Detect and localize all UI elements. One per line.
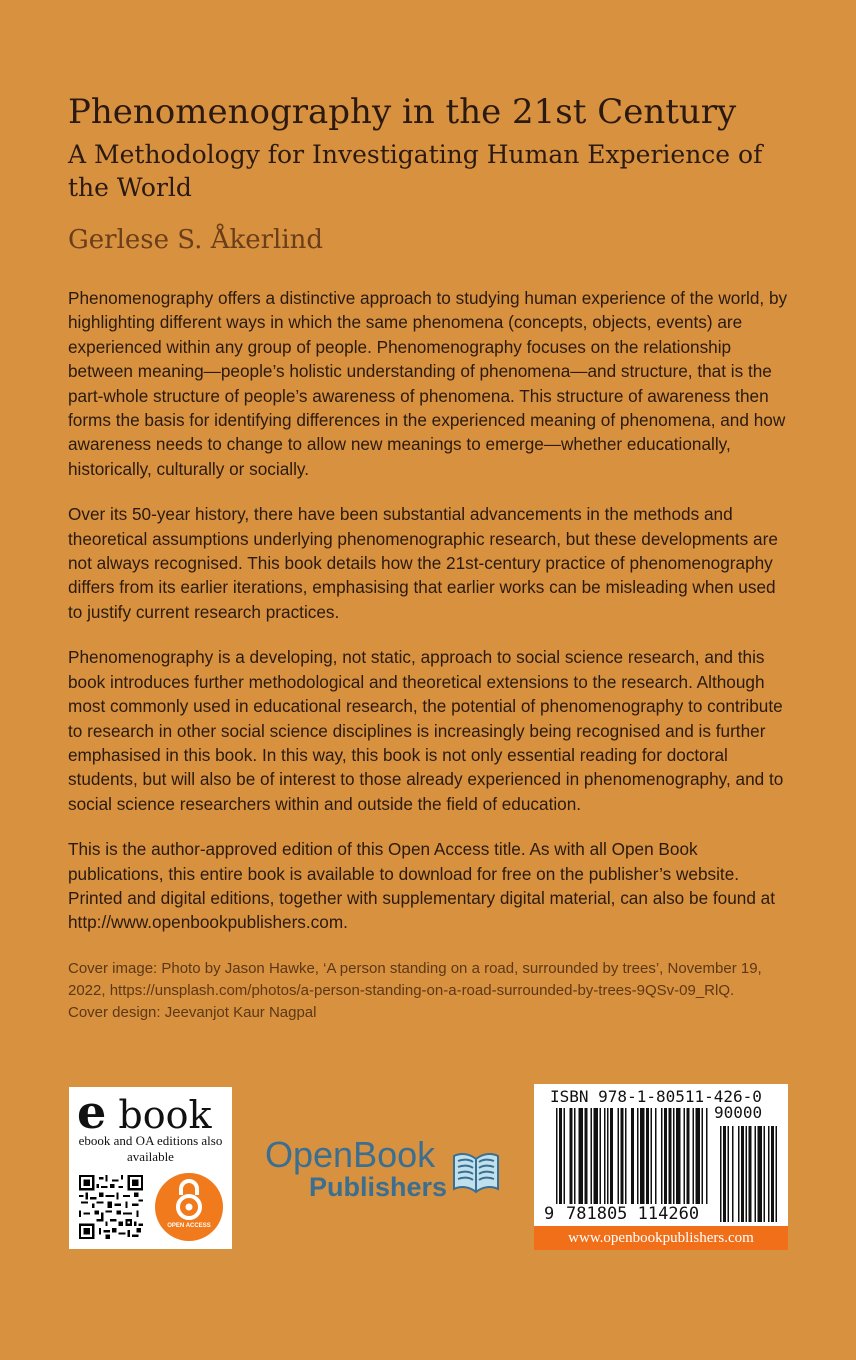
barcode-addon: 90000 — [714, 1103, 763, 1122]
book-subtitle: A Methodology for Investigating Human Experience of the World — [68, 140, 763, 202]
publisher-logo — [265, 1135, 510, 1205]
cover-image-credit: Cover image: Photo by Jason Hawke, ‘A person standing on a road, surrounded by trees’, November 19, 2022, https://unsplash.com/photos/a-person-standing-on-a-road-surrounded-by-trees-9QSv-09_RlQ. — [68, 960, 762, 999]
publisher-open: Open — [265, 1134, 354, 1175]
blurb — [68, 286, 790, 956]
barcode-digits: 781805 114260 — [566, 1204, 700, 1224]
open-access-lock-icon — [155, 1173, 223, 1241]
blurb-paragraph: Phenomenography offers a distinctive approach to studying human experience of the world, by highlighting different ways in which the same phenomena (concepts, objects, events) are experienced within any group of people. Phenomenography focuses on the relationship between meaning—people’s holistic understanding of phenomena—and structure, that is the part-whole structure of people’s awareness of phenomena. This structure of awareness then forms the basis for identifying differences in the experienced meaning of phenomena, and how awareness needs to change to allow new meanings to emerge—whether educationally, historically, culturally or socially. — [68, 288, 788, 479]
publisher-book: Book — [353, 1134, 436, 1175]
cover-design-credit: Cover design: Jeevanjot Kaur Nagpal — [68, 1004, 317, 1021]
publisher-name-line1 — [265, 1135, 435, 1175]
blurb-paragraph: Phenomenography is a developing, not static, approach to social science research, and this book introduces further methodological and theoretical extensions to the research. Although most commonly used in educational research, the potential of phenomenography to contribute to research in other social science disciplines is increasingly being recognised and is further emphasised in this book. In this way, this book is not only essential reading for doctoral students, but will also be of interest to those already experienced in phenomenography, and to social science researchers within and outside the field of education. — [68, 647, 784, 814]
qr-code-icon — [79, 1175, 143, 1239]
blurb-paragraph: This is the author-approved edition of this Open Access title. As with all Open Book publications, this entire book is available to download for free on the publisher’s website. Printed and digital editions, together with supplementary digital material, can also be found at http://www.openbookpublishers.com. — [68, 839, 776, 933]
ebook-note: ebook and OA editions also available — [78, 1133, 223, 1164]
ebook-logo — [77, 1085, 227, 1139]
isbn-barcode — [534, 1084, 788, 1226]
publisher-name-line2: Publishers — [309, 1172, 448, 1202]
blurb-paragraph: Over its 50-year history, there have been substantial advancements in the methods and theoretical assumptions underlying phenomenographic research, but these developments are not always recognised. This book details how the 21st-century practice of phenomenography differs from its earlier iterations, emphasising that earlier works can be misleading when used to justify current research practices. — [68, 504, 778, 622]
book-title: Phenomenography in the 21st Century — [68, 92, 737, 132]
ebook-badge — [69, 1087, 232, 1249]
open-access-badge — [155, 1173, 223, 1241]
ebook-word: book — [118, 1093, 212, 1137]
ebook-e-letter: e — [77, 1085, 107, 1139]
isbn-label: ISBN 978-1-80511-426-0 — [550, 1087, 762, 1106]
barcode-first-digit: 9 — [544, 1204, 555, 1224]
open-book-icon — [451, 1145, 501, 1197]
book-author: Gerlese S. Åkerlind — [68, 225, 324, 255]
barcode-digits-row — [544, 1204, 699, 1224]
cover-credits — [68, 958, 798, 1024]
open-access-label: OPEN ACCESS — [167, 1223, 211, 1229]
publisher-url[interactable]: www.openbookpublishers.com — [534, 1226, 788, 1250]
